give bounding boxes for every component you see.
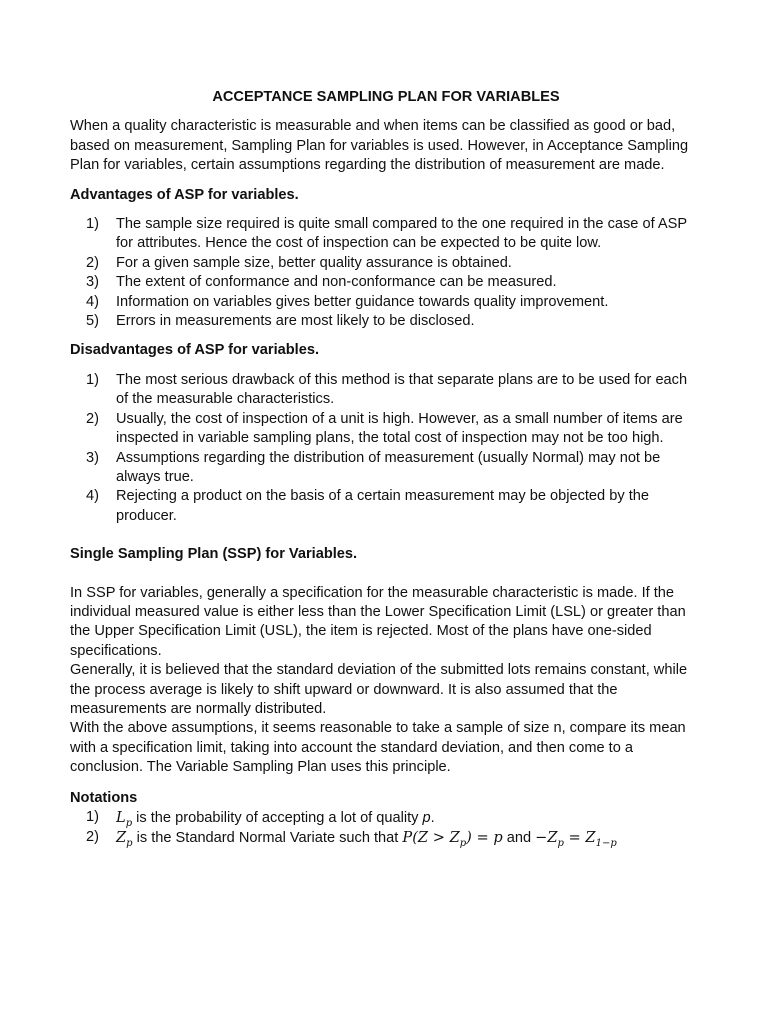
math-variable: p — [422, 810, 431, 826]
ssp-paragraph-1: In SSP for variables, generally a specification for the measurable characteristic is made. If the individual measured value is either less than the Lower Specification Limit (LSL) or greater than the Upper Specification Limit (USL), the item is rejected. Most of the plans have one-sided specifications. — [70, 584, 686, 659]
item-text: The sample size required is quite small compared to the one required in the case of ASP for attributes. Hence the cost of inspection can be expected to be quite low. — [116, 216, 687, 252]
item-number: 1) — [86, 371, 99, 388]
item-number: 3) — [86, 449, 99, 466]
notations-list — [70, 808, 702, 849]
ssp-heading: Single Sampling Plan (SSP) for Variables. — [70, 546, 358, 563]
item-number: 4) — [86, 293, 99, 310]
item-number: 2) — [86, 254, 99, 271]
list-item — [70, 273, 702, 292]
document-title: ACCEPTANCE SAMPLING PLAN FOR VARIABLES — [212, 89, 560, 105]
notations-heading: Notations — [70, 789, 138, 806]
item-text: Usually, the cost of inspection of a unit is high. However, as a small number of items are inspected in variable sampling plans, the total cost of inspection may not be too high. — [116, 410, 683, 447]
item-text: Errors in measurements are most likely to be disclosed. — [116, 313, 475, 330]
list-item — [70, 371, 702, 410]
item-number: 2) — [86, 410, 99, 427]
item-text: For a given sample size, better quality assurance is obtained. — [116, 254, 512, 271]
spacer — [70, 575, 702, 584]
item-number: 3) — [86, 274, 99, 291]
item-text: $Z_p$ is the Standard Normal Variate such that $P(Z > Z_p) = p$ and $-Z_p = Z_{1-p}$ — [116, 829, 617, 850]
item-number: 5) — [86, 313, 99, 330]
intro-paragraph: When a quality characteristic is measurable and when items can be classified as good or bad, based on measurement, Sampling Plan for variables is used. However, in Acceptance Sampling Plan for variables, certain assumptions regarding the distribution of measurement are made. — [70, 118, 689, 174]
list-item — [70, 449, 702, 488]
math-symbol: $L_p$ — [116, 809, 133, 829]
document-page — [70, 88, 702, 849]
advantages-heading: Advantages of ASP for variables. — [70, 186, 299, 203]
item-text: Assumptions regarding the distribution of measurement (usually Normal) may not be always true. — [116, 449, 661, 485]
math-symbol: $Z_p$ — [116, 829, 133, 850]
list-item — [70, 215, 702, 254]
list-item — [70, 410, 702, 449]
list-item — [70, 828, 702, 848]
item-number: 1) — [86, 809, 99, 825]
advantages-list — [70, 215, 702, 331]
list-item — [70, 808, 702, 828]
disadvantages-list — [70, 371, 702, 526]
ssp-paragraph-3: With the above assumptions, it seems reasonable to take a sample of size n, compare its mean with a specification limit, taking into account the standard deviation, and then come to a conclusion. The Variable Sampling Plan uses this principle. — [70, 720, 686, 776]
item-text: Rejecting a product on the basis of a certain measurement may be objected by the producer. — [116, 488, 649, 524]
item-text: $L_p$ is the probability of accepting a lot of quality p. — [116, 809, 435, 829]
math-formula: $P(Z > Z_p) = p$ — [402, 829, 503, 850]
list-item — [70, 312, 702, 331]
item-text: Information on variables gives better guidance towards quality improvement. — [116, 293, 609, 310]
ssp-paragraph-2: Generally, it is believed that the standard deviation of the submitted lots remains constant, while the process average is likely to shift upward or downward. It is also assumed that the measurements are normally distributed. — [70, 662, 688, 717]
disadvantages-heading: Disadvantages of ASP for variables. — [70, 342, 319, 359]
spacer — [70, 526, 702, 545]
item-number: 4) — [86, 488, 99, 505]
list-item — [70, 293, 702, 312]
item-text: The extent of conformance and non-conformance can be measured. — [116, 274, 557, 291]
item-number: 2) — [86, 829, 99, 846]
math-formula: $-Z_p = Z_{1-p}$ — [535, 829, 617, 850]
list-item — [70, 254, 702, 273]
spacer — [70, 778, 702, 789]
item-text: The most serious drawback of this method is that separate plans are to be used for each of the measurable characteristics. — [116, 371, 688, 408]
list-item — [70, 487, 702, 526]
item-number: 1) — [86, 216, 99, 233]
